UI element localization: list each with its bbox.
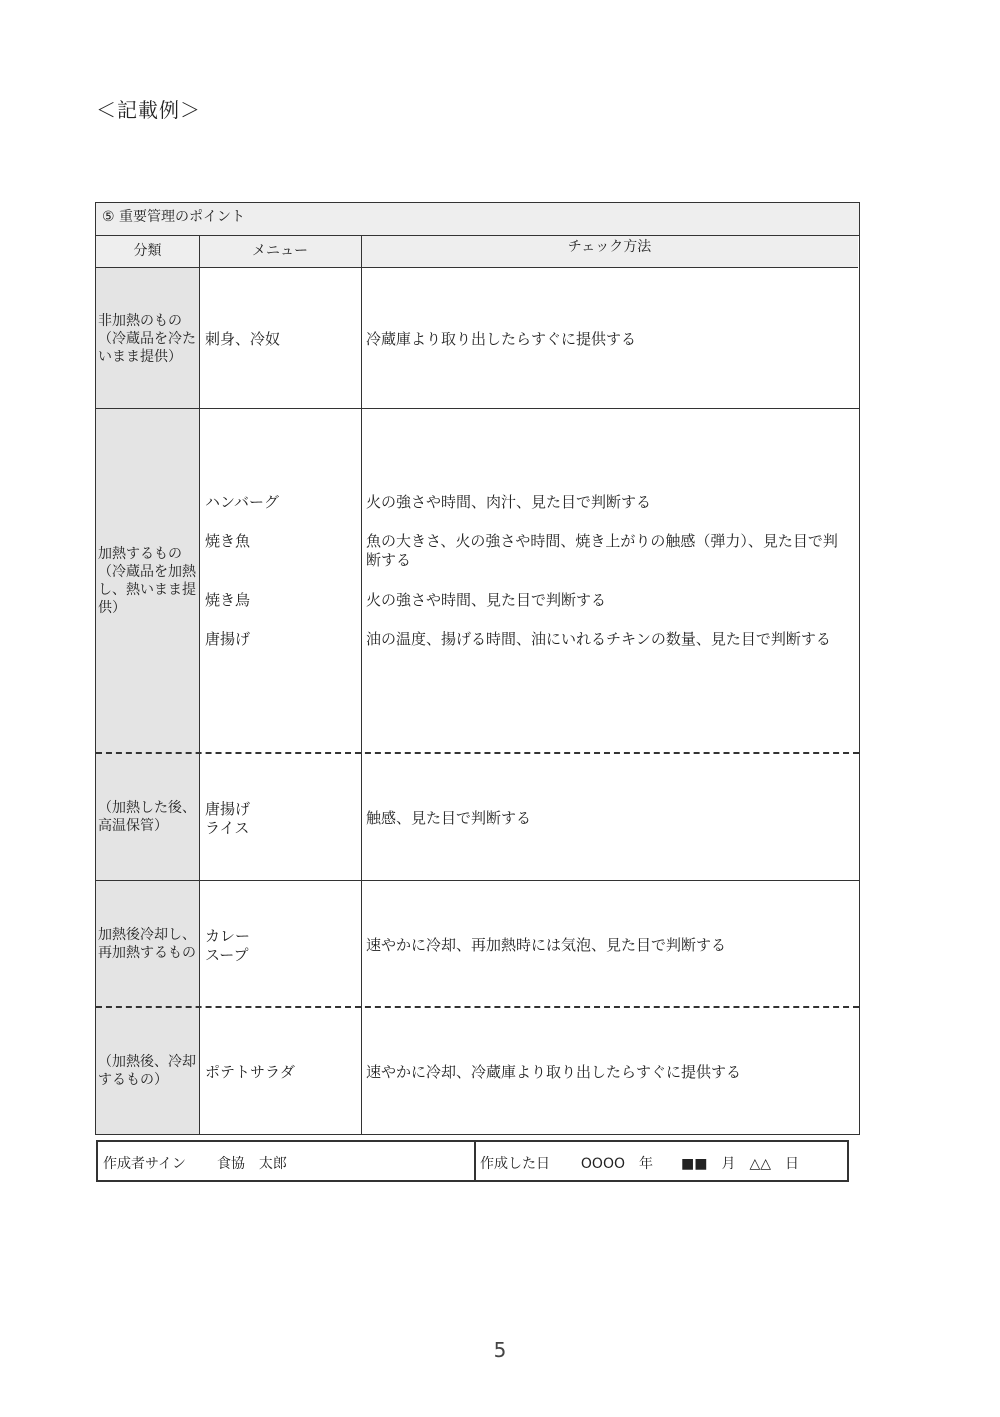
- method-cell: 火の強さや時間、見た目で判断する: [366, 591, 607, 609]
- method-cell: 冷蔵庫より取り出したらすぐに提供する: [366, 330, 637, 348]
- table-title: ⑤ 重要管理のポイント: [96, 203, 859, 236]
- category-cell: 非加熱のもの（冷蔵品を冷たいまま提供）: [96, 268, 199, 409]
- column-divider: [199, 236, 200, 1134]
- method-cell: 速やかに冷却、冷蔵庫より取り出したらすぐに提供する: [366, 1063, 742, 1081]
- author-name: 食協 太郎: [216, 1156, 287, 1172]
- header-category: 分類: [96, 236, 199, 268]
- header-menu: メニュー: [199, 236, 361, 268]
- control-points-table: [95, 202, 860, 1135]
- menu-cell: カレー スープ: [205, 927, 251, 964]
- method-cell: 魚の大きさ、火の強さや時間、焼き上がりの触感（弾力）、見た目で判断する: [366, 532, 838, 569]
- method-cell: 油の温度、揚げる時間、油にいれるチキンの数量、見た目で判断する: [366, 630, 831, 648]
- method-cell: 火の強さや時間、肉汁、見た目で判断する: [366, 493, 652, 511]
- menu-cell: 唐揚げ: [205, 630, 251, 648]
- header-method: チェック方法: [361, 236, 858, 268]
- menu-cell: 唐揚げ ライス: [205, 800, 251, 837]
- page-number: 5: [493, 1338, 507, 1362]
- page-heading: ＜記載例＞: [96, 98, 201, 122]
- date-label: 作成した日: [480, 1156, 550, 1172]
- menu-cell: ポテトサラダ: [205, 1063, 295, 1081]
- row-divider: [96, 408, 859, 409]
- category-cell: （加熱後、冷却するもの）: [96, 1007, 199, 1134]
- row-divider: [96, 880, 859, 881]
- date-field: [480, 1153, 799, 1173]
- column-divider: [361, 236, 362, 1134]
- row-divider-dashed: [96, 1006, 859, 1008]
- method-cell: 速やかに冷却、再加熱時には気泡、見た目で判断する: [366, 936, 727, 954]
- signature-box: [96, 1140, 849, 1182]
- category-cell: 加熱後冷却し、再加熱するもの: [96, 880, 199, 1007]
- row-divider-dashed: [96, 752, 859, 754]
- menu-cell: 刺身、冷奴: [205, 330, 281, 348]
- category-cell: 加熱するもの（冷蔵品を加熱し、熱いまま提供）: [96, 409, 199, 753]
- method-cell: 触感、見た目で判断する: [366, 809, 532, 827]
- date-value: OOOO 年 ■■ 月 △△ 日: [580, 1156, 799, 1172]
- menu-cell: ハンバーグ: [205, 493, 279, 511]
- author-label: 作成者サイン: [103, 1156, 187, 1172]
- signature-divider: [474, 1142, 476, 1180]
- menu-cell: 焼き魚: [205, 532, 251, 550]
- author-field: [103, 1153, 287, 1173]
- category-cell: （加熱した後、高温保管）: [96, 753, 199, 880]
- menu-cell: 焼き鳥: [205, 591, 251, 609]
